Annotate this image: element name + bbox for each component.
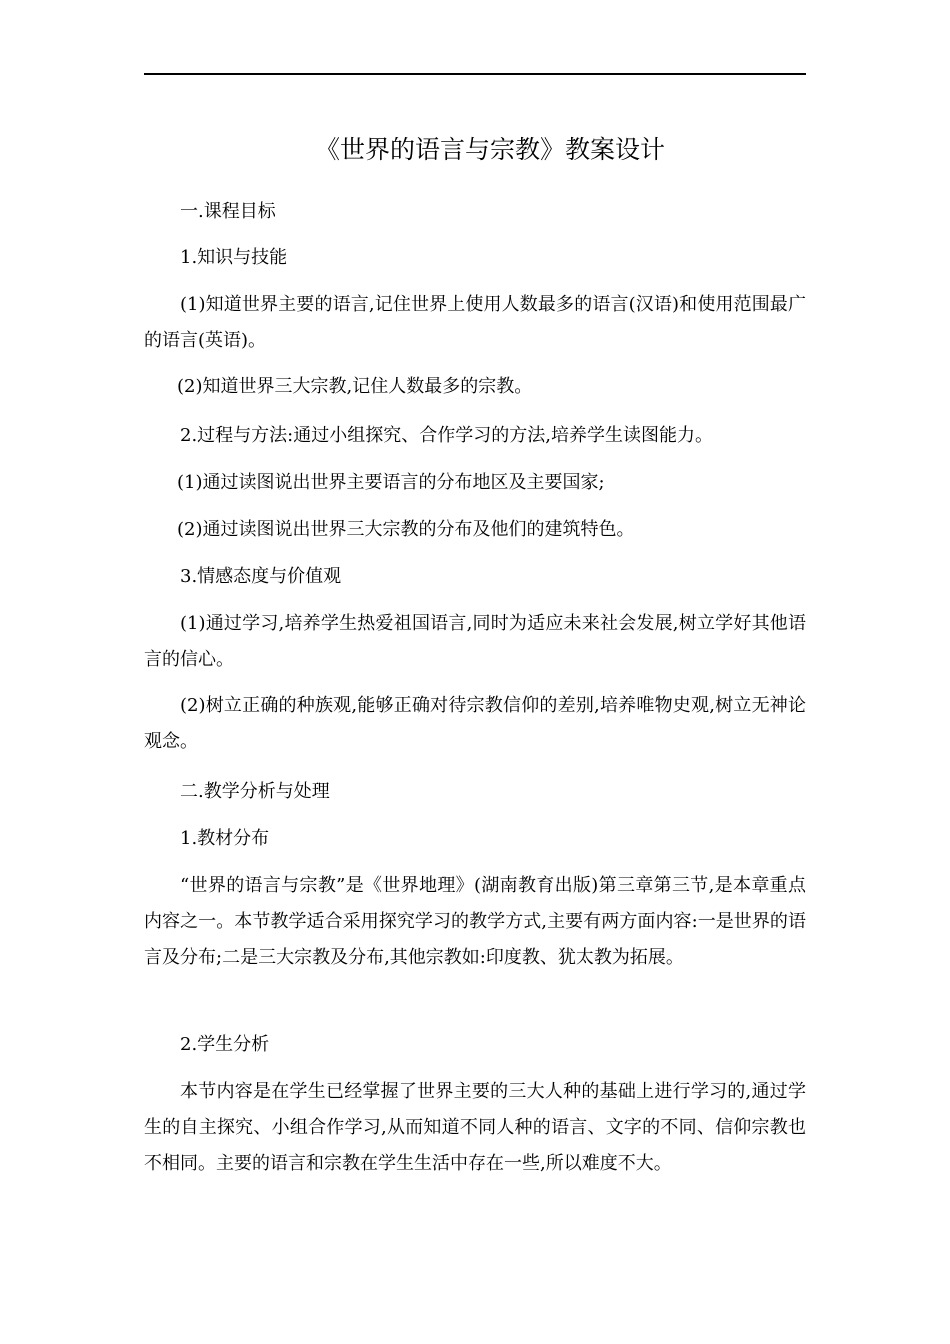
subheading-knowledge-skills: 1.知识与技能 <box>180 247 288 268</box>
document-title: 《世界的语言与宗教》教案设计 <box>314 135 665 164</box>
header-rule <box>144 73 806 75</box>
subheading-students: 2.学生分析 <box>180 1034 270 1055</box>
paragraph-attitude-religion: (2)树立正确的种族观,能够正确对待宗教信仰的差别,培养唯物史观,树立无神论观念。 <box>144 695 806 752</box>
section-heading-analysis: 二.教学分析与处理 <box>180 781 330 802</box>
paragraph-religion-goal: (2)知道世界三大宗教,记住人数最多的宗教。 <box>177 376 533 397</box>
subheading-process-method: 2.过程与方法:通过小组探究、合作学习的方法,培养学生读图能力。 <box>180 425 713 446</box>
subheading-attitude-values: 3.情感态度与价值观 <box>180 566 342 587</box>
paragraph-student-analysis: 本节内容是在学生已经掌握了世界主要的三大人种的基础上进行学习的,通过学生的自主探究、小组合作学习,从而知道不同人种的语言、文字的不同、信仰宗教也不相同。主要的语言和宗教在学生生活中存在一些,所以难度不大。 <box>144 1081 806 1174</box>
paragraph-attitude-language: (1)通过学习,培养学生热爱祖国语言,同时为适应未来社会发展,树立学好其他语言的信心。 <box>144 613 806 670</box>
paragraph-textbook-analysis: “世界的语言与宗教”是《世界地理》(湖南教育出版)第三章第三节,是本章重点内容之一。本节教学适合采用探究学习的教学方式,主要有两方面内容:一是世界的语言及分布;二是三大宗教及分布,其他宗教如:印度教、犹太教为拓展。 <box>144 875 806 968</box>
paragraph-religion-map: (2)通过读图说出世界三大宗教的分布及他们的建筑特色。 <box>177 519 635 540</box>
paragraph-language-map: (1)通过读图说出世界主要语言的分布地区及主要国家; <box>177 472 605 493</box>
paragraph-language-goal: (1)知道世界主要的语言,记住世界上使用人数最多的语言(汉语)和使用范围最广的语言(英语)。 <box>144 294 806 351</box>
subheading-textbook: 1.教材分布 <box>180 828 270 849</box>
section-heading-goals: 一.课程目标 <box>180 201 276 222</box>
